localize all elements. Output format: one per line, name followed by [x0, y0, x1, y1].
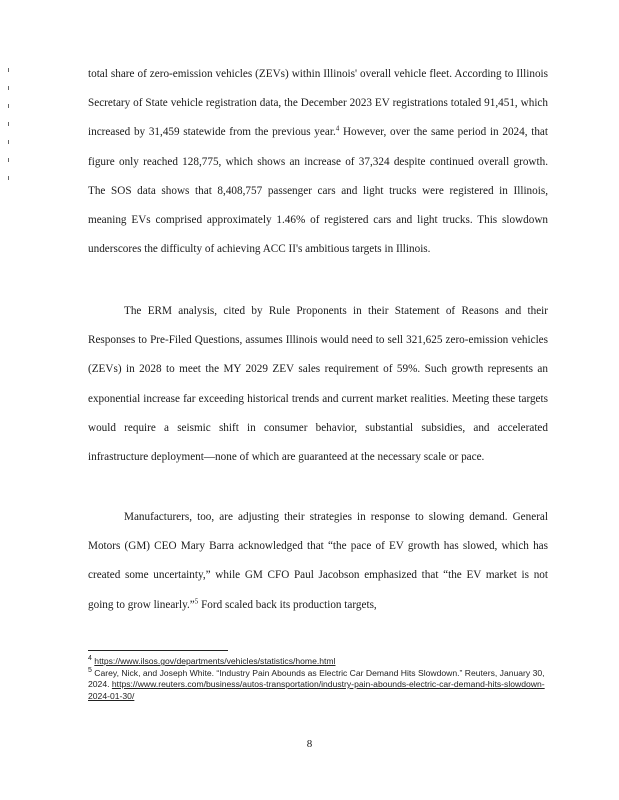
footnote-4: [88, 656, 550, 668]
margin-mark: [8, 104, 9, 108]
footnotes: [88, 656, 550, 702]
paragraph-text: total share of zero-emission vehicles (ZEVs) within Illinois' overall vehicle fleet. According to Illinois Secretary of State vehicle registration data, the December 2023 EV registrations totaled 91,451, which increased by 31,459 statewide from the previous year.: [88, 68, 548, 139]
margin-mark: [8, 140, 9, 144]
margin-mark: [8, 176, 9, 180]
margin-mark: [8, 68, 9, 72]
footnote-ref-4[interactable]: 4: [335, 124, 340, 133]
paragraph-text: The ERM analysis, cited by Rule Proponents in their Statement of Reasons and their Responses to Pre-Filed Questions, assumes Illinois would need to sell 321,625 zero-emission vehicles (ZEVs) in 2028 to meet the MY 2029 ZEV sales requirement of 59%. Such growth represents an exponential increase far exceeding historical trends and current market realities. Meeting these targets would require a seismic shift in consumer behavior, substantial subsidies, and accelerated infrastructure deployment—none of which are guaranteed at the necessary scale or pace.: [88, 305, 548, 464]
footnote-ref-5[interactable]: 5: [194, 596, 199, 605]
footnote-number: 5: [88, 666, 92, 674]
footnote-divider: [88, 650, 228, 651]
footnote-number: 4: [88, 655, 92, 663]
paragraph-text: Manufacturers, too, are adjusting their strategies in response to slowing demand. General Motors (GM) CEO Mary Barra acknowledged that “the pace of EV growth has slowed, which has created some uncertainty,” while GM CFO Paul Jacobson emphasized that “the EV market is not going to grow linearly.”: [88, 511, 548, 611]
footnote-text: Carey, Nick, and Joseph White. “Industry Pain Abounds as Electric Car Demand Hits Slowdown.” Reuters, January 30, 2024.: [88, 667, 545, 689]
margin-mark: [8, 158, 9, 162]
margin-mark: [8, 86, 9, 90]
footnote-link[interactable]: https://www.ilsos.gov/departments/vehicles/statistics/home.html: [94, 656, 336, 666]
paragraph-manufacturers: [88, 503, 548, 620]
footnote-5: [88, 668, 550, 703]
paragraph-registrations: [88, 60, 548, 264]
margin-mark: [8, 122, 9, 126]
footnote-link[interactable]: https://www.reuters.com/business/autos-transportation/industry-pain-abounds-electric-car-demand-hits-slowdown-2024-01-30/: [88, 679, 545, 701]
paragraph-erm-analysis: [88, 297, 548, 472]
page-number: 8: [306, 738, 313, 750]
paragraph-text: Ford scaled back its production targets,: [198, 598, 377, 611]
paragraph-text: However, over the same period in 2024, that figure only reached 128,775, which shows an increase of 37,324 despite continued overall growth. The SOS data shows that 8,408,757 passenger cars and light trucks were registered in Illinois, meaning EVs comprised approximately 1.46% of registered cars and light trucks. This slowdown underscores the difficulty of achieving ACC II's ambitious targets in Illinois.: [88, 126, 548, 256]
